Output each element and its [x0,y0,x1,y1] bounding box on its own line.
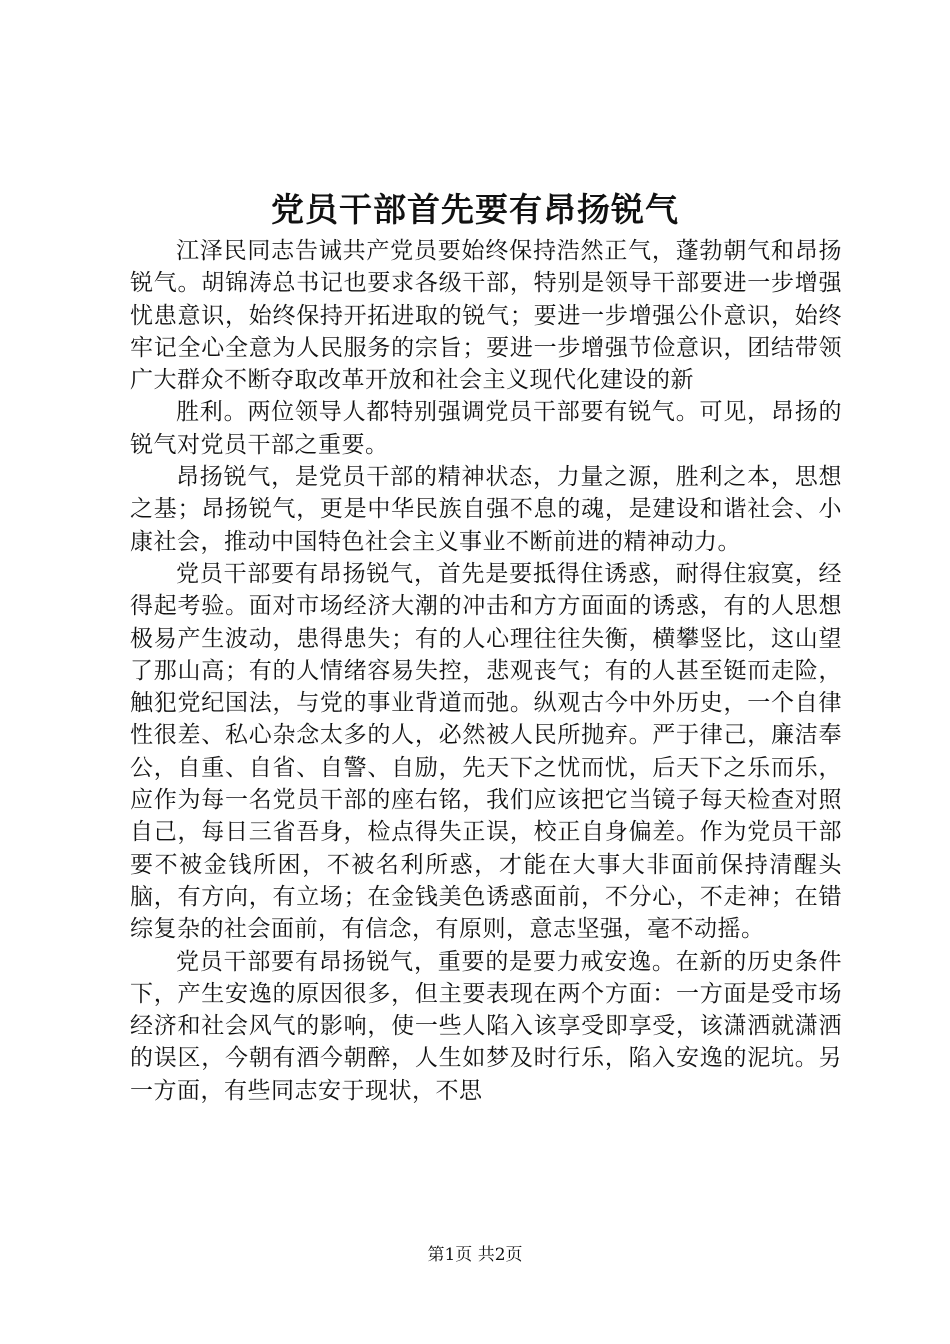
paragraph-3: 昂扬锐气，是党员干部的精神状态，力量之源，胜利之本，思想之基；昂扬锐气，更是中华民族自强不息的魂，是建设和谐社会、小康社会，推动中国特色社会主义事业不断前进的精神动力。 [130,464,842,555]
document-body [130,235,842,1107]
paragraph-5: 党员干部要有昂扬锐气，重要的是要力戒安逸。在新的历史条件下，产生安逸的原因很多，但主要表现在两个方面：一方面是受市场经济和社会风气的影响，使一些人陷入该享受即享受，该潇洒就潇洒的误区，今朝有酒今朝醉，人生如梦及时行乐，陷入安逸的泥坑。另一方面，有些同志安于现状，不思 [130,948,842,1104]
paragraph-4: 党员干部要有昂扬锐气，首先是要抵得住诱惑，耐得住寂寞，经得起考验。面对市场经济大潮的冲击和方方面面的诱惑，有的人思想极易产生波动，患得患失；有的人心理往往失衡，横攀竖比，这山望了那山高；有的人情绪容易失控，悲观丧气；有的人甚至铤而走险，触犯党纪国法，与党的事业背道而弛。纵观古今中外历史，一个自律性很差、私心杂念太多的人，必然被人民所抛弃。严于律己，廉洁奉公，自重、自省、自警、自励，先天下之忧而忧，后天下之乐而乐，应作为每一名党员干部的座右铭，我们应该把它当镜子每天检查对照自己，每日三省吾身，检点得失正误，校正自身偏差。作为党员干部要不被金钱所困，不被名利所惑，才能在大事大非面前保持清醒头脑，有方向，有立场；在金钱美色诱惑面前，不分心，不走神；在错综复杂的社会面前，有信念，有原则，意志坚强，毫不动摇。 [130,560,842,943]
paragraph-1: 江泽民同志告诫共产党员要始终保持浩然正气，蓬勃朝气和昂扬锐气。胡锦涛总书记也要求各级干部，特别是领导干部要进一步增强忧患意识，始终保持开拓进取的锐气；要进一步增强公仆意识，始终牢记全心全意为人民服务的宗旨；要进一步增强节俭意识，团结带领广大群众不断夺取改革开放和社会主义现代化建设的新 [130,238,842,394]
page-footer: 第1页 共2页 [427,1245,523,1265]
document-title: 党员干部首先要有昂扬锐气 [271,190,679,229]
paragraph-2: 胜利。两位领导人都特别强调党员干部要有锐气。可见，昂扬的锐气对党员干部之重要。 [130,399,842,458]
